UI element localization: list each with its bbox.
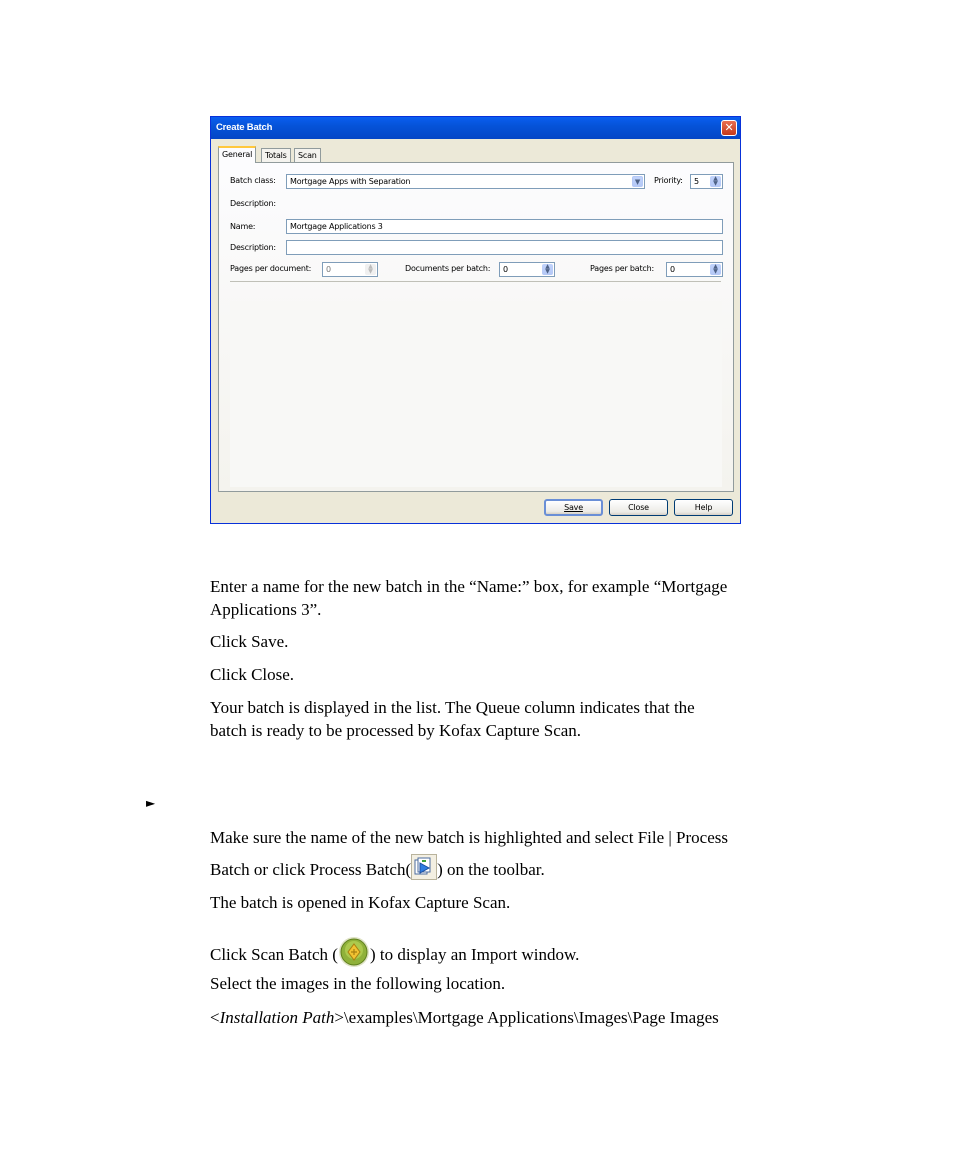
step-scan-batch-text-a: Click Scan Batch ( (210, 944, 338, 964)
step-select-batch-text-b: ) on the toolbar. (437, 859, 545, 879)
close-button-label: Close (628, 503, 649, 512)
batch-displayed-note (210, 697, 695, 742)
pages-per-document-value: 0 (326, 265, 331, 274)
help-button[interactable] (674, 499, 733, 516)
general-panel (218, 162, 734, 492)
create-batch-dialog (210, 116, 741, 524)
step-enter-name (210, 576, 727, 621)
step-scan-batch-text-b: ) to display an Import window. (369, 944, 580, 964)
documents-per-batch-label: Documents per batch: (405, 264, 491, 273)
step-click-close: Click Close. (210, 665, 295, 684)
process-batch-icon (411, 854, 437, 880)
name-value: Mortgage Applications 3 (290, 222, 383, 231)
scan-batch-icon (338, 936, 370, 968)
spin-arrows-icon[interactable]: ▲ ▼ (542, 264, 553, 275)
batch-class-label: Batch class: (230, 176, 276, 185)
batch-displayed-note-line1: Your batch is displayed in the list. The Queue column indicates that the (210, 698, 695, 717)
priority-value: 5 (694, 177, 699, 186)
step-click-save: Click Save. (210, 632, 289, 651)
spin-arrows-icon[interactable]: ▲ ▼ (710, 264, 721, 275)
path-placeholder: Installation Path (219, 1008, 335, 1027)
batch-class-value: Mortgage Apps with Separation (290, 177, 411, 186)
batch-opened-note: The batch is opened in Kofax Capture Scan. (210, 893, 511, 912)
pages-per-batch-label: Pages per batch: (590, 264, 654, 273)
close-button[interactable] (609, 499, 668, 516)
description-field[interactable] (286, 240, 723, 255)
pages-per-batch-value: 0 (670, 265, 675, 274)
tab-scan[interactable]: Scan (294, 148, 321, 162)
priority-stepper[interactable] (690, 174, 723, 189)
step-scan-batch (210, 940, 579, 972)
batch-class-select[interactable] (286, 174, 645, 189)
divider (230, 281, 721, 282)
step-select-batch-line1: Make sure the name of the new batch is highlighted and select File | Process (210, 828, 728, 847)
close-icon[interactable]: ✕ (721, 120, 737, 136)
batch-class-description-label: Description: (230, 199, 276, 208)
spin-arrows-icon[interactable]: ▲ ▼ (365, 264, 376, 275)
select-images-note: Select the images in the following location. (210, 974, 506, 993)
dialog-titlebar[interactable] (211, 117, 740, 139)
dialog-title: Create Batch (216, 122, 273, 133)
step-select-batch-text-a: Batch or click Process Batch( (210, 859, 412, 879)
help-button-label: Help (694, 503, 713, 512)
path-rest: >\examples\Mortgage Applications\Images\Page Images (334, 1008, 719, 1027)
priority-label: Priority: (654, 176, 683, 185)
batch-displayed-note-line2: batch is ready to be processed by Kofax Capture Scan. (210, 720, 582, 740)
step-select-batch-line2 (210, 858, 545, 884)
save-button[interactable] (544, 499, 603, 516)
documents-per-batch-value: 0 (503, 265, 508, 274)
name-label: Name: (230, 222, 256, 231)
procedure-bullet: ► (146, 796, 156, 810)
chevron-down-icon[interactable]: ▼ (632, 176, 643, 187)
empty-content-area (230, 301, 722, 487)
step-enter-name-line2: Applications 3”. (210, 599, 322, 619)
step-enter-name-line1: Enter a name for the new batch in the “Name:” box, for example “Mortgage (210, 577, 728, 596)
name-field[interactable] (286, 219, 723, 234)
description-label: Description: (230, 243, 276, 252)
documents-per-batch-stepper[interactable] (499, 262, 555, 277)
spin-arrows-icon[interactable]: ▲ ▼ (710, 176, 721, 187)
installation-path (210, 1007, 719, 1030)
pages-per-document-stepper[interactable] (322, 262, 378, 277)
save-button-label: Save (564, 503, 583, 512)
pages-per-batch-stepper[interactable] (666, 262, 723, 277)
pages-per-document-label: Pages per document: (230, 264, 312, 273)
tab-totals[interactable]: Totals (261, 148, 291, 162)
path-bracket: < (210, 1008, 220, 1027)
tab-general[interactable]: General (218, 146, 256, 163)
